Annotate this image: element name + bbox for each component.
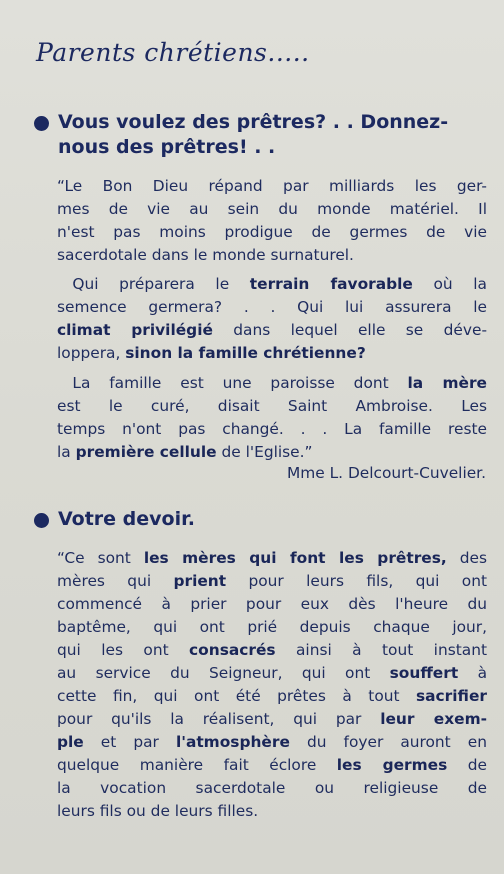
- text-run: pour leurs fils, qui ont: [226, 572, 487, 590]
- section-heading-devoir: [34, 507, 334, 532]
- bullet-icon: [34, 513, 49, 528]
- text-run: la: [57, 443, 76, 461]
- emphasis-text: sacrifier: [416, 687, 487, 705]
- text-line: [57, 319, 487, 342]
- heading-line-1: Vous voulez des prêtres? . . Donnez-: [58, 111, 449, 133]
- text-line: [57, 441, 487, 464]
- emphasis-text: sinon la famille chrétienne?: [125, 344, 366, 362]
- bullet-icon: [34, 116, 49, 131]
- text-line: semence germera? . . Qui lui assurera le: [57, 298, 487, 316]
- section-heading-pretres: [34, 110, 479, 160]
- text-line: [57, 570, 487, 593]
- text-line: [57, 685, 487, 708]
- paragraph-quote-bon-dieu: [57, 175, 487, 267]
- paragraph-terrain-favorable: [57, 273, 487, 365]
- text-line: est le curé, disait Saint Ambroise. Les: [57, 397, 487, 415]
- text-run: dans lequel elle se déve-: [212, 321, 487, 339]
- heading-text: Votre devoir.: [58, 508, 195, 530]
- emphasis-text: consacrés: [189, 641, 276, 659]
- paragraph-famille-paroisse: [57, 372, 487, 464]
- text-line: [57, 662, 487, 685]
- text-run: “Ce sont: [57, 549, 144, 567]
- text-line: “Le Bon Dieu répand par milliards les ger-: [57, 177, 487, 195]
- text-line: mes de vie au sein du monde matériel. Il: [57, 200, 487, 218]
- author-signature: Mme L. Delcourt-Cuvelier.: [286, 464, 486, 482]
- text-line: [57, 547, 487, 570]
- text-line: [57, 372, 487, 395]
- text-run: pour qu'ils la réalisent, qui par: [57, 710, 381, 728]
- text-run: où la: [412, 275, 487, 293]
- emphasis-text: climat privilégié: [57, 321, 213, 339]
- text-line: [57, 639, 487, 662]
- text-run: de: [447, 756, 487, 774]
- text-line: sacerdotale dans le monde surnaturel.: [57, 246, 354, 264]
- emphasis-text: l'atmosphère: [175, 733, 290, 751]
- text-run: des: [446, 549, 487, 567]
- text-run: de l'Eglise.”: [216, 443, 313, 461]
- emphasis-text: la mère: [407, 374, 487, 392]
- text-run: au service du Seigneur, qui ont: [57, 664, 390, 682]
- text-run: quelque manière fait éclore: [57, 756, 337, 774]
- emphasis-text: terrain favorable: [249, 275, 413, 293]
- text-line: [57, 342, 487, 365]
- text-line: n'est pas moins prodigue de germes de vie: [57, 223, 487, 241]
- text-run: cette fin, qui ont été prêtes à tout: [57, 687, 417, 705]
- text-run: Qui préparera le: [72, 275, 250, 293]
- text-line: baptême, qui ont prié depuis chaque jour,: [57, 618, 487, 636]
- text-line: [57, 708, 487, 731]
- text-line: la vocation sacerdotale ou religieuse de: [57, 779, 487, 797]
- heading-line-2: nous des prêtres! . .: [58, 136, 276, 158]
- page-title: Parents chrétiens.....: [36, 38, 310, 67]
- paragraph-meres-pretres: [57, 547, 487, 823]
- text-run: mères qui: [57, 572, 174, 590]
- emphasis-text: les germes: [336, 756, 448, 774]
- emphasis-text: souffert: [389, 664, 459, 682]
- text-line: [57, 754, 487, 777]
- emphasis-text: première cellule: [75, 443, 217, 461]
- text-run: à: [458, 664, 488, 682]
- text-run: et par: [83, 733, 176, 751]
- text-run: ainsi à tout instant: [275, 641, 487, 659]
- text-run: qui les ont: [57, 641, 190, 659]
- emphasis-text: leur exem-: [380, 710, 488, 728]
- text-line: temps n'ont pas changé. . . La famille reste: [57, 420, 487, 438]
- emphasis-text: prient: [173, 572, 227, 590]
- emphasis-text: les mères qui font les prêtres,: [143, 549, 447, 567]
- text-line: [57, 731, 487, 754]
- text-run: loppera,: [57, 344, 126, 362]
- text-line: commencé à prier pour eux dès l'heure du: [57, 595, 487, 613]
- text-line: [57, 273, 487, 296]
- text-run: La famille est une paroisse dont: [72, 374, 408, 392]
- text-run: du foyer auront en: [289, 733, 488, 751]
- text-line: leurs fils ou de leurs filles.: [57, 802, 259, 820]
- emphasis-text: ple: [57, 733, 84, 751]
